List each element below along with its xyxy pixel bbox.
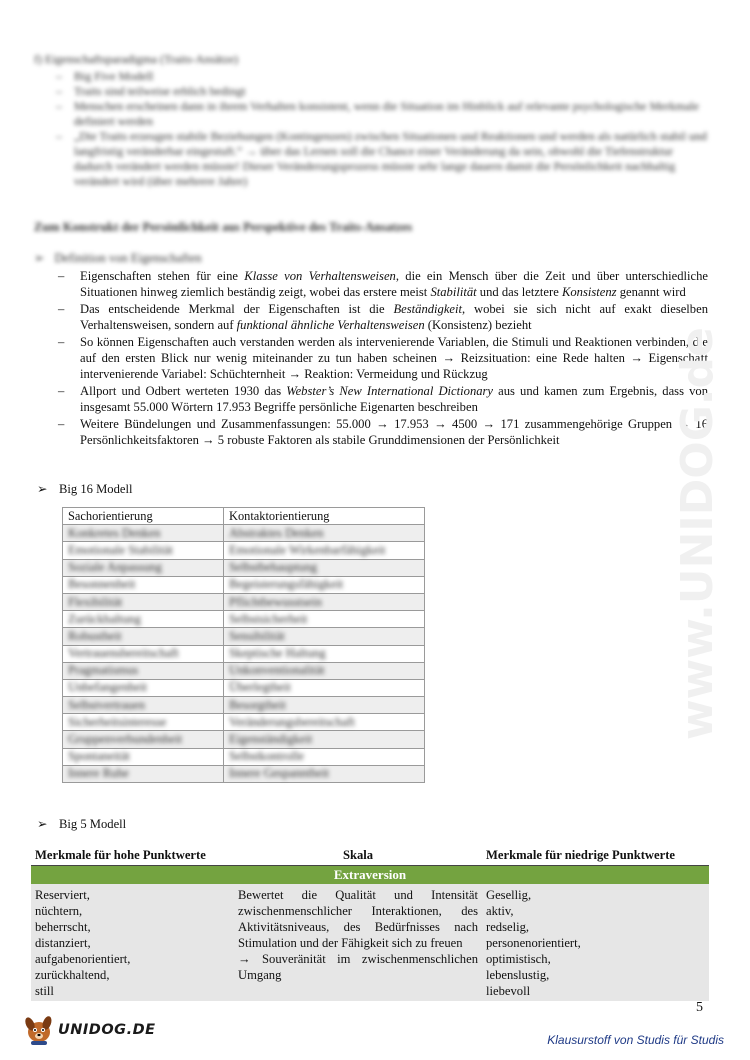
table-row [63, 628, 425, 645]
cell-text: Selbstsicherheit [229, 611, 308, 626]
cell-text: Eigenständigkeit [229, 732, 313, 747]
item-text-5: Weitere Bündelungen und Zusammenfassungen: 55.000 → 17.953 → 4500 → 171 zusammengehörige Gruppen → 16 Persönlichkeitsfaktoren → 5 robuste Faktoren als stabile Grunddimensionen der Persönlichkeit [80, 416, 708, 448]
cell-text: Selbstvertrauen [68, 697, 146, 712]
column-header-low: Merkmale für niedrige Punktwerte [482, 846, 709, 866]
kontakt-cell [224, 559, 425, 576]
big5-table [31, 846, 709, 1001]
list-item: – Traits sind teilweise erblich bedingt [74, 84, 709, 99]
table-header-row [31, 846, 709, 866]
page-number: 5 [696, 1000, 703, 1015]
sach-cell [63, 542, 224, 559]
extraversion-band [31, 866, 709, 885]
table-row [63, 697, 425, 714]
column-header-kontaktorientierung: Kontaktorientierung [224, 508, 425, 525]
cell-text: Gruppenverbundenheit [68, 732, 183, 747]
eigenschaften-list [58, 268, 708, 448]
kontakt-cell [224, 697, 425, 714]
big16-heading-text: Big 16 Modell [59, 482, 133, 496]
list-item: – Big Five Modell [74, 69, 709, 84]
sach-cell [63, 559, 224, 576]
kontakt-cell [224, 731, 425, 748]
section-title: Zum Konstrukt der Persönlichkeit aus Perspektive des Traits-Ansatzes [34, 220, 413, 234]
band-label: Extraversion [31, 866, 709, 885]
big5-heading-text: Big 5 Modell [59, 817, 127, 831]
table-row [63, 714, 425, 731]
cell-text: Selbstbehauptung [229, 560, 318, 575]
big5-heading [37, 816, 126, 832]
table-row [63, 593, 425, 610]
scale-description-cell [234, 884, 482, 1001]
cell-text: Flexibilität [68, 594, 123, 609]
kontakt-cell [224, 542, 425, 559]
cell-text: Sensibilität [229, 628, 285, 643]
cell-text: Besorgtheit [229, 697, 286, 712]
table-row [63, 765, 425, 782]
trait-line: personenorientiert, [486, 936, 581, 950]
item-text-2: Das entscheidende Merkmal der Eigenschaften ist die Beständigkeit, wobei sie sich nicht auf exakt dieselben Verhaltensweisen, sondern auf funktional ähnliche Verhaltensweisen (Konsistenz) bezieht [80, 301, 708, 333]
column-header-high: Merkmale für hohe Punktwerte [31, 846, 234, 866]
cell-text: Innere Ruhe [68, 766, 129, 781]
sach-cell [63, 576, 224, 593]
definition-heading-text: Definition von Eigenschaften [54, 251, 202, 265]
definition-heading [34, 250, 202, 266]
trait-line: beherrscht, [35, 920, 91, 934]
list-item: – Menschen erscheinen dann in ihrem Verhalten konsistent, wenn die Situation im Hinblick auf relevante psychologische Merkmale definiert werden [74, 99, 709, 129]
sach-cell [63, 628, 224, 645]
trait-line: Gesellig, [486, 888, 532, 902]
table-row [63, 679, 425, 696]
sach-cell [63, 525, 224, 542]
list-item: – Eigenschaften stehen für eine Klasse von Verhaltensweisen, die ein Mensch über die Zeit und über unterschiedliche Situationen hinweg ziemlich beständig zeigt, wobei das erstere meist Stabilität und das letztere Konsistenz genannt wird [58, 269, 708, 300]
list-item: – Weitere Bündelungen und Zusammenfassungen: 55.000 → 17.953 → 4500 → 171 zusammengehörige Gruppen → 16 Persönlichkeitsfaktoren → 5 robuste Faktoren als stabile Grunddimensionen der Persönlichkeit [58, 416, 708, 448]
column-header-sachorientierung: Sachorientierung [63, 508, 224, 525]
table-row [63, 662, 425, 679]
cell-text: Unkonventionalität [229, 663, 325, 678]
cell-text: Skeptische Haltung [229, 646, 326, 661]
sach-cell [63, 679, 224, 696]
trait-line: still [35, 984, 54, 998]
cell-text: Pragmatismus [68, 663, 139, 678]
table-row [63, 576, 425, 593]
trait-line: optimistisch, [486, 952, 551, 966]
section-heading-f: f) Eigenschaftsparadigma (Traits-Ansätze) [34, 52, 239, 66]
trait-line: aufgabenorientiert, [35, 952, 131, 966]
cell-text: Zurückhaltung [68, 611, 141, 626]
sach-cell [63, 593, 224, 610]
kontakt-cell [224, 765, 425, 782]
cell-text: Innere Gespanntheit [229, 766, 330, 781]
sach-cell [63, 611, 224, 628]
table-row [63, 611, 425, 628]
cell-text: Spontaneität [68, 749, 130, 764]
trait-line: Reserviert, [35, 888, 90, 902]
table-row [63, 748, 425, 765]
cell-text: Veränderungsbereitschaft [229, 714, 355, 729]
sach-cell [63, 765, 224, 782]
item-text-4: Allport und Odbert werteten 1930 das Webster’s New International Dictionary aus und kamen zum Ergebnis, dass von insgesamt 55.000 Wörtern 17.953 Begriffe persönliche Eigenarten beschreiben [80, 383, 708, 415]
table-row [31, 884, 709, 1001]
arrow-bullet-icon: ➢ [34, 251, 45, 265]
unidog-logo[interactable] [22, 1014, 156, 1046]
trait-line: redselig, [486, 920, 530, 934]
cell-text: Selbstkontrolle [229, 749, 305, 764]
sach-cell [63, 697, 224, 714]
trait-line: lebenslustig, [486, 968, 550, 982]
table-row [63, 525, 425, 542]
sach-cell [63, 645, 224, 662]
cell-text: Pflichtbewusstsein [229, 594, 322, 609]
big16-heading [37, 481, 132, 497]
column-header-scale: Skala [234, 846, 482, 866]
cell-text: Emotionale Stabilität [68, 542, 173, 557]
trait-line: distanziert, [35, 936, 91, 950]
high-traits-cell [31, 884, 234, 1001]
kontakt-cell [224, 645, 425, 662]
scale-text: Bewertet die Qualität und Intensität zwischenmenschlicher Interaktionen, des Aktivitätsniveaus, des Bedürfnisses nach Stimulation und der Fähigkeit sich zu freuen [238, 888, 478, 950]
table-row [63, 559, 425, 576]
list-item: – So können Eigenschaften auch verstanden werden als intervenierende Variablen, die Stimuli und Reaktionen verbinden, die auf den ersten Blick nur wenig miteinander zu tun haben scheinen → Reizsituation: eine Rede halten → Eigenschaft intervenierende Variabel: Schüchternheit → Reaktion: Vermeidung und Rückzug [58, 334, 708, 382]
trait-line: zurückhaltend, [35, 968, 110, 982]
traits-list [34, 69, 709, 189]
kontakt-cell [224, 714, 425, 731]
list-item: – Allport und Odbert werteten 1930 das Webster’s New International Dictionary aus und kamen zum Ergebnis, dass von insgesamt 55.000 Wörtern 17.953 Begriffe persönliche Eigenarten beschreiben [58, 383, 708, 415]
cell-text: Soziale Anpassung [68, 560, 162, 575]
arrow-bullet-icon: ➢ [37, 817, 48, 831]
kontakt-cell [224, 611, 425, 628]
sach-cell [63, 714, 224, 731]
item-text-1: Eigenschaften stehen für eine Klasse von Verhaltensweisen, die ein Mensch über die Zeit und über unterschiedliche Situationen hinweg ziemlich beständig zeigt, wobei das erstere meist Stabilität und das letztere Konsistenz genannt wird [80, 269, 708, 300]
watermark-text: www.UNIDOG.de [672, 327, 723, 740]
cell-text: Abstraktes Denken [229, 525, 324, 540]
big16-table [62, 507, 425, 783]
table-row [63, 731, 425, 748]
sach-cell [63, 748, 224, 765]
low-traits-cell [482, 884, 709, 1001]
cell-text: Vertrauensbereitschaft [68, 646, 179, 661]
trait-line: nüchtern, [35, 904, 83, 918]
kontakt-cell [224, 679, 425, 696]
dog-icon [22, 1014, 56, 1046]
cell-text: Robustheit [68, 628, 122, 643]
table-header-row [63, 508, 425, 525]
blurred-traits-section [34, 52, 709, 189]
cell-text: Unbefangenheit [68, 680, 148, 695]
watermark [660, 300, 740, 760]
item-text-3: So können Eigenschaften auch verstanden werden als intervenierende Variablen, die Stimuli und Reaktionen verbinden, die auf den ersten Blick nur wenig miteinander zu tun haben scheinen → Reizsituation: eine Rede halten → Eigenschaft intervenierende Variabel: Schüchternheit → Reaktion: Vermeidung und Rückzug [80, 334, 708, 382]
sach-cell [63, 731, 224, 748]
logo-text: UNIDOG.DE [58, 1022, 156, 1038]
kontakt-cell [224, 628, 425, 645]
cell-text: Besonnenheit [68, 577, 136, 592]
kontakt-cell [224, 748, 425, 765]
sach-cell [63, 662, 224, 679]
cell-text: Überlegtheit [229, 680, 291, 695]
big16-table-body [63, 525, 425, 783]
list-item: – „Die Traits erzeugen stabile Beziehungen (Kontingenzen) zwischen Situationen und Reaktionen und werden als natürlich stabil und langfristig veränderbar eingestuft.“ → über das Lernen soll die Chance einer Veränderung da sein, obwohl die Tiefenstruktur dadurch verändert werden müsste! Dieser Veränderungsprozess müsste sehr lange dauern damit die Persönlichkeit nachhaltig verändert wird (über mehrere Jahre) [74, 129, 709, 189]
kontakt-cell [224, 576, 425, 593]
footer-tagline: Klausurstoff von Studis für Studis [547, 1033, 724, 1047]
arrow-bullet-icon: ➢ [37, 482, 48, 496]
trait-line: liebevoll [486, 984, 531, 998]
kontakt-cell [224, 662, 425, 679]
kontakt-cell [224, 593, 425, 610]
trait-line: aktiv, [486, 904, 514, 918]
cell-text: Emotionale Wirkenbarfähigkeit [229, 542, 386, 557]
cell-text: Konkretes Denken [68, 525, 161, 540]
list-item: – Das entscheidende Merkmal der Eigenschaften ist die Beständigkeit, wobei sie sich nicht auf exakt dieselben Verhaltensweisen, sondern auf funktional ähnliche Verhaltensweisen (Konsistenz) bezieht [58, 301, 708, 333]
table-row [63, 542, 425, 559]
kontakt-cell [224, 525, 425, 542]
cell-text: Begeisterungsfähigkeit [229, 577, 344, 592]
cell-text: Sicherheitsinteresse [68, 714, 167, 729]
table-row [63, 645, 425, 662]
scale-text-conclusion: → Souveränität im zwischenmenschlichen Umgang [238, 952, 478, 982]
